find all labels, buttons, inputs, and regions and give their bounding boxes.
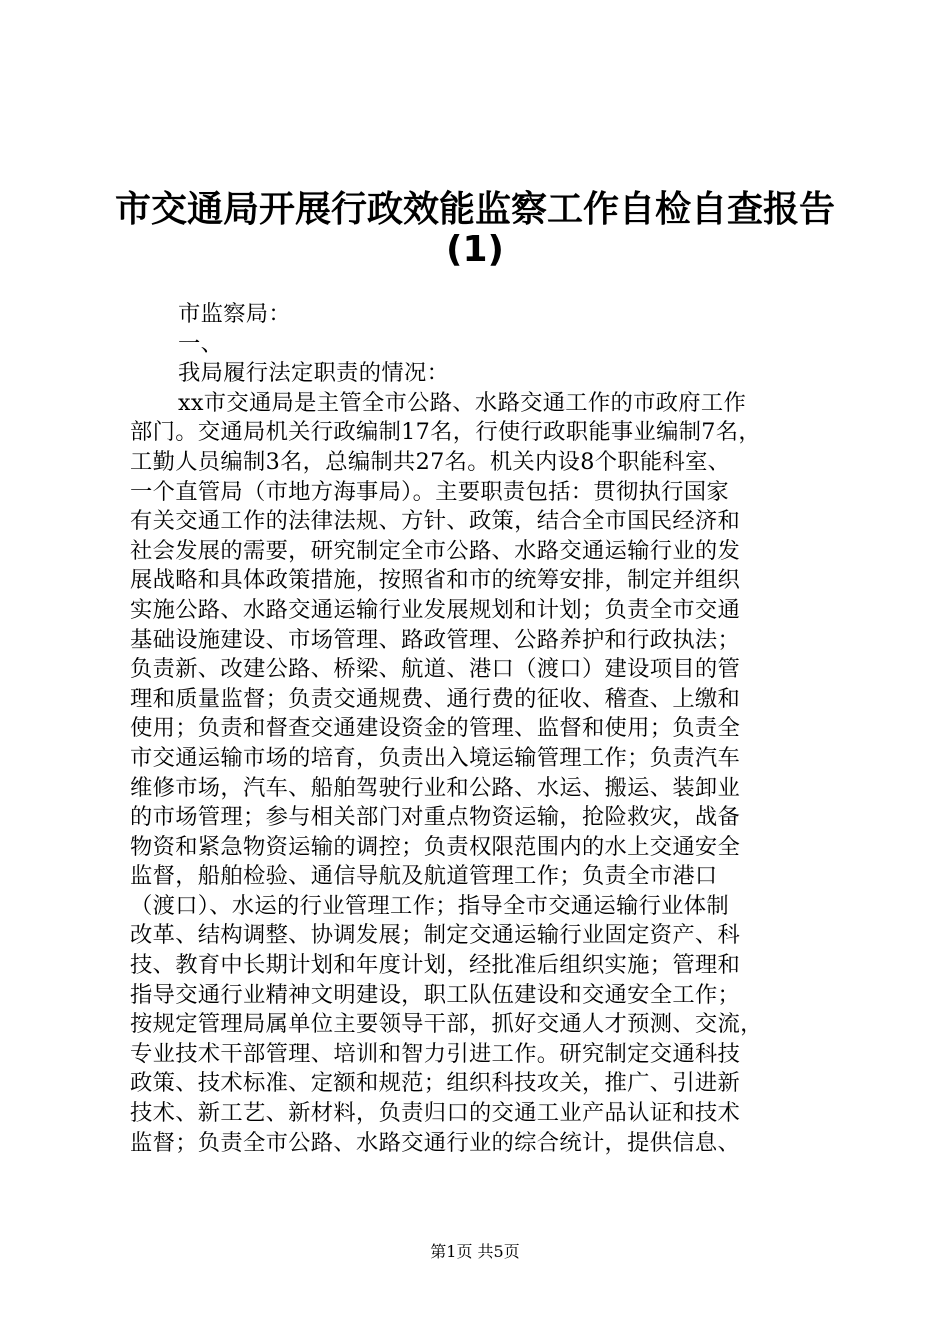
body-line: 政策、技术标准、定额和规范；组织科技攻关，推广、引进新: [130, 1070, 741, 1097]
body-line: 改革、结构调整、协调发展；制定交通运输行业固定资产、科: [130, 922, 741, 949]
body-paragraph: [130, 389, 830, 1158]
body-line: 监督，船舶检验、通信导航及航道管理工作；负责全市港口: [130, 863, 718, 890]
body-line: 指导交通行业精神文明建设，职工队伍建设和交通安全工作；: [130, 981, 741, 1008]
body-line: 展战略和具体政策措施，按照省和市的统筹安排，制定并组织: [130, 567, 741, 594]
body-line: 一个直管局（市地方海事局）。主要职责包括：贯彻执行国家: [130, 478, 729, 505]
salutation: 市监察局：: [178, 301, 291, 327]
page-footer: 第1页 共5页: [430, 1242, 520, 1261]
body-line: 按规定管理局属单位主要领导干部，抓好交通人才预测、交流，: [130, 1011, 763, 1038]
body-line: 维修市场，汽车、船舶驾驶行业和公路、水运、搬运、装卸业: [130, 774, 741, 801]
body-line: 工勤人员编制3名，总编制共27名。机关内设8个职能科室、: [130, 448, 731, 475]
body-line: 物资和紧急物资运输的调控；负责权限范围内的水上交通安全: [130, 833, 741, 860]
section-heading: 我局履行法定职责的情况：: [178, 360, 450, 387]
body-line: 技术、新工艺、新材料，负责归口的交通工业产品认证和技术: [130, 1100, 741, 1127]
body-line: 技、教育中长期计划和年度计划，经批准后组织实施；管理和: [130, 952, 741, 979]
body-line: 的市场管理；参与相关部门对重点物资运输，抢险救灾，战备: [130, 804, 741, 831]
body-line: 有关交通工作的法律法规、方针、政策，结合全市国民经济和: [130, 508, 741, 535]
body-line: 负责新、改建公路、桥梁、航道、港口（渡口）建设项目的管: [130, 656, 741, 683]
body-line: xx市交通局是主管全市公路、水路交通工作的市政府工作: [178, 389, 747, 416]
body-line: 市交通运输市场的培育，负责出入境运输管理工作；负责汽车: [130, 744, 741, 771]
body-line: 理和质量监督；负责交通规费、通行费的征收、稽查、上缴和: [130, 685, 741, 712]
body-line: 使用；负责和督查交通建设资金的管理、监督和使用；负责全: [130, 715, 741, 742]
body-line: 部门。交通局机关行政编制17名，行使行政职能事业编制7名，: [130, 419, 761, 446]
body-line: 社会发展的需要，研究制定全市公路、水路交通运输行业的发: [130, 537, 741, 564]
body-line: 监督；负责全市公路、水路交通行业的综合统计，提供信息、: [130, 1129, 741, 1156]
body-line: 实施公路、水路交通运输行业发展规划和计划；负责全市交通: [130, 596, 741, 623]
document-title-suffix: (1): [446, 229, 504, 270]
document-body: [130, 300, 830, 1158]
body-line: 专业技术干部管理、培训和智力引进工作。研究制定交通科技: [130, 1040, 741, 1067]
section-number: 一、: [178, 330, 224, 357]
document-title: 市交通局开展行政效能监察工作自检自查报告: [114, 189, 835, 230]
body-line: 基础设施建设、市场管理、路政管理、公路养护和行政执法；: [130, 626, 741, 653]
body-line: （渡口）、水运的行业管理工作；指导全市交通运输行业体制: [130, 892, 729, 919]
